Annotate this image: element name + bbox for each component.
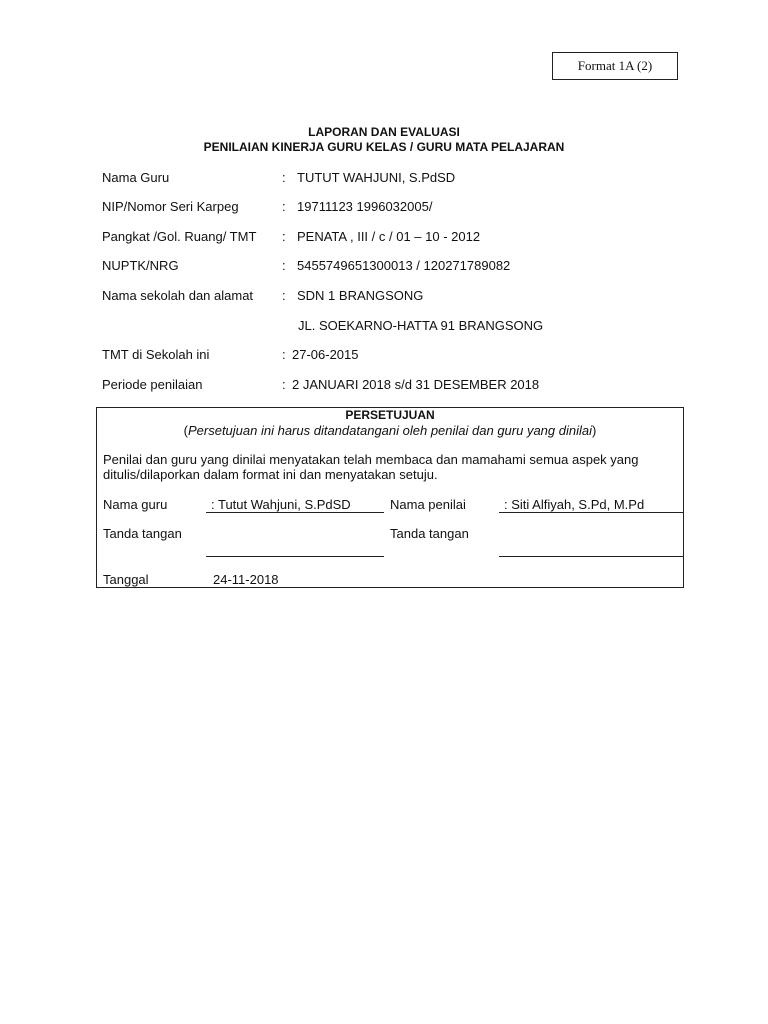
assessor-signature-label: Tanda tangan <box>390 526 469 541</box>
field-label: Periode penilaian <box>102 377 203 392</box>
assessor-signature-line <box>499 556 683 557</box>
field-colon: : <box>282 288 286 303</box>
teacher-signature-line <box>206 556 384 557</box>
report-title: LAPORAN DAN EVALUASI <box>308 125 460 139</box>
teacher-name-underline <box>206 512 384 513</box>
field-value: 5455749651300013 / 120271789082 <box>297 258 511 273</box>
field-value: 27-06-2015 <box>292 347 359 362</box>
teacher-name-label: Nama guru <box>103 497 168 512</box>
field-label: Pangkat /Gol. Ruang/ TMT <box>102 229 257 244</box>
field-label: NIP/Nomor Seri Karpeg <box>102 199 239 214</box>
approval-box <box>96 407 684 588</box>
teacher-signature-label: Tanda tangan <box>103 526 182 541</box>
assessor-name-underline <box>499 512 683 513</box>
field-label: Nama sekolah dan alamat <box>102 288 254 303</box>
field-value-address: JL. SOEKARNO-HATTA 91 BRANGSONG <box>298 318 544 333</box>
approval-statement: Penilai dan guru yang dinilai menyatakan telah membaca dan mamahami semua aspek yang ditulis/dilaporkan dalam format ini dan menyatakan setuju. <box>103 452 639 482</box>
approval-subtitle-text: Persetujuan ini harus ditandatangani oleh penilai dan guru yang dinilai <box>187 423 592 438</box>
field-value: 19711123 1996032005/ <box>297 199 433 214</box>
field-value: PENATA , III / c / 01 – 10 - 2012 <box>297 229 481 244</box>
date-value: 24-11-2018 <box>213 572 279 587</box>
field-colon: : <box>282 199 286 214</box>
assessor-name-value: : Siti Alfiyah, S.Pd, M.Pd <box>504 497 645 512</box>
field-value: TUTUT WAHJUNI, S.PdSD <box>297 170 456 185</box>
date-label: Tanggal <box>103 572 149 587</box>
approval-heading: PERSETUJUAN <box>345 408 435 422</box>
field-colon: : <box>282 347 286 362</box>
field-colon: : <box>282 170 286 185</box>
field-value: SDN 1 BRANGSONG <box>297 288 424 303</box>
assessor-name-label: Nama penilai <box>390 497 466 512</box>
field-colon: : <box>282 377 286 392</box>
field-value: 2 JANUARI 2018 s/d 31 DESEMBER 2018 <box>292 377 540 392</box>
format-label: Format 1A (2) <box>552 52 678 80</box>
field-colon: : <box>282 258 286 273</box>
approval-subtitle: (Persetujuan ini harus ditandatangani oleh penilai dan guru yang dinilai) <box>183 423 597 438</box>
field-label: TMT di Sekolah ini <box>102 347 210 362</box>
field-colon: : <box>282 229 286 244</box>
field-label: Nama Guru <box>102 170 170 185</box>
teacher-name-value: : Tutut Wahjuni, S.PdSD <box>211 497 351 512</box>
field-label: NUPTK/NRG <box>102 258 179 273</box>
report-subtitle: PENILAIAN KINERJA GURU KELAS / GURU MATA PELAJARAN <box>203 140 565 154</box>
